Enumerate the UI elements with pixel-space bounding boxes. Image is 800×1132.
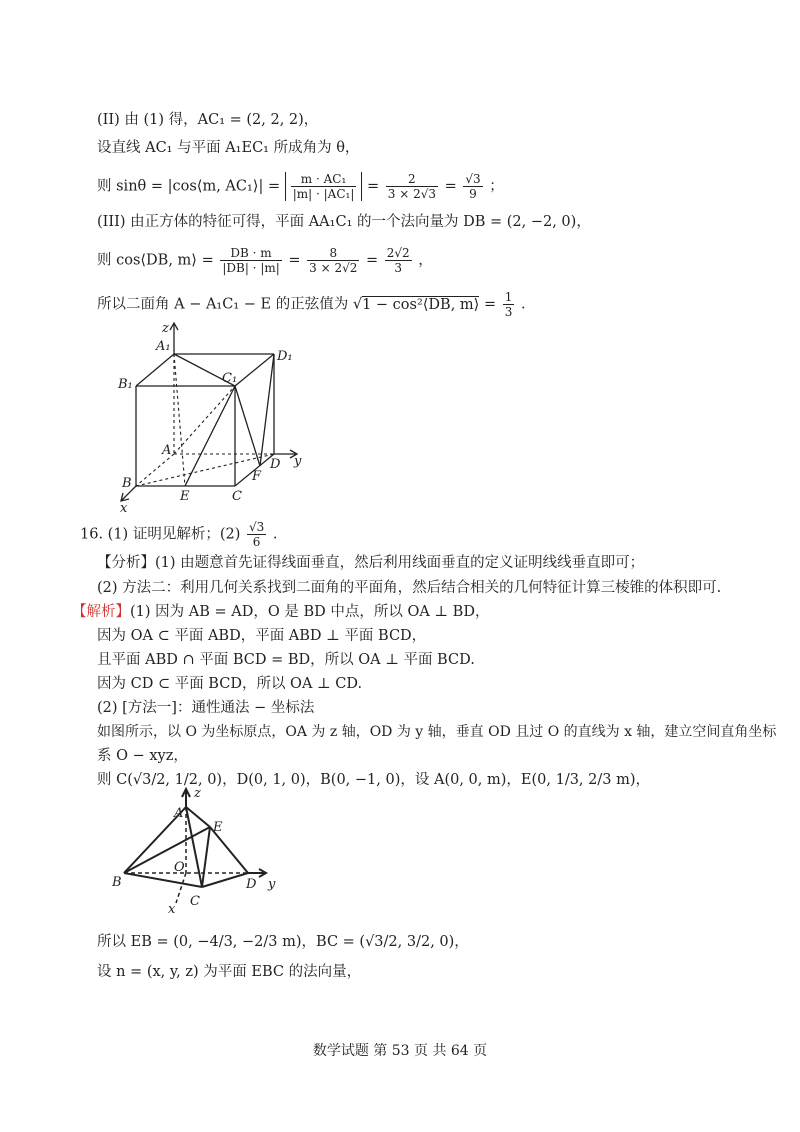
frac-den: 3 × 2√3 <box>387 187 436 201</box>
label-c: C <box>232 489 242 504</box>
label-o: O <box>174 860 185 875</box>
equals: = <box>483 296 497 313</box>
formula-text: 所以二面角 A − A₁C₁ − E 的正弦值为 <box>97 296 349 313</box>
label-x: x <box>168 902 176 917</box>
label-d1: D₁ <box>277 349 293 364</box>
label-z: z <box>194 786 201 801</box>
punct: . <box>272 526 278 543</box>
text-line: 且平面 ABD ∩ 平面 BCD = BD，所以 OA ⊥ 平面 BCD. <box>97 652 475 668</box>
text-line: (III) 由正方体的特征可得，平面 AA₁C₁ 的一个法向量为 DB = (2, −2, 0)， <box>97 214 591 230</box>
solution-text: (1) 因为 AB = AD，O 是 BD 中点，所以 OA ⊥ BD， <box>130 604 490 620</box>
equals: = <box>444 178 457 195</box>
label-b: B <box>122 476 132 491</box>
label-e: E <box>213 820 223 835</box>
frac-num: DB · m <box>220 246 281 261</box>
label-b1: B₁ <box>118 377 133 392</box>
solution-tag: 【解析】 <box>72 604 130 620</box>
formula-sine-value: 所以二面角 A − A₁C₁ − E 的正弦值为 √1 − cos²⟨DB, m⟩ = $\frac{1}{3}$ . <box>97 290 526 319</box>
label-z: z <box>162 321 169 336</box>
equals: = <box>366 252 379 269</box>
label-c: C <box>190 894 200 909</box>
frac-num: 1 <box>504 290 513 304</box>
frac-den: 3 <box>394 261 403 275</box>
formula-sin <box>97 172 504 201</box>
punct: ， <box>418 252 433 269</box>
text-line: 设 n = (x, y, z) 为平面 EBC 的法向量， <box>97 964 362 980</box>
analysis-line: 【分析】(1) 由题意首先证得线面垂直，然后利用线面垂直的定义证明线线垂直即可； <box>97 555 645 571</box>
cube-figure <box>110 320 310 515</box>
frac-den: 6 <box>252 535 261 549</box>
label-a: A <box>162 443 172 458</box>
label-d: D <box>270 457 281 472</box>
label-c1: C₁ <box>222 371 238 386</box>
page-footer: 数学试题 第 53 页 共 64 页 <box>312 1043 488 1059</box>
frac-den: |DB| · |m| <box>222 261 280 275</box>
sqrt-content: 1 − cos²⟨DB, m⟩ <box>362 296 480 313</box>
text-line: 则 C(√3/2, 1/2, 0)，D(0, 1, 0)，B(0, −1, 0)，设 A(0, 0, m)，E(0, 1/3, 2/3 m)， <box>97 772 650 788</box>
solution-line <box>72 602 489 622</box>
text-line: 设直线 AC₁ 与平面 A₁EC₁ 所成角为 θ， <box>97 140 360 156</box>
formula-text: 则 cos⟨DB, m⟩ = <box>97 252 214 269</box>
punct: ； <box>489 178 504 195</box>
q16-text: 16. (1) 证明见解析；(2) <box>80 526 241 543</box>
label-y: y <box>294 454 302 469</box>
frac-num: √3 <box>465 172 481 186</box>
frac-num: √3 <box>248 520 265 534</box>
frac-num: 2 <box>386 172 438 187</box>
frac-den: 3 <box>504 305 513 319</box>
text-line: 所以 EB = (0, −4/3, −2/3 m)，BC = (√3/2, 3/2, 0)， <box>97 934 469 950</box>
frac-num: m · AC₁ <box>291 172 357 187</box>
label-f: F <box>252 469 262 484</box>
equals: = <box>288 252 301 269</box>
frac-den: 9 <box>469 187 477 201</box>
equals: = <box>366 178 380 195</box>
label-e: E <box>180 489 190 504</box>
tetrahedron-figure <box>110 785 290 920</box>
label-a1: A₁ <box>156 339 171 354</box>
label-x: x <box>120 501 128 515</box>
punct: . <box>520 296 526 313</box>
label-a: A <box>174 806 184 821</box>
text-line: 因为 CD ⊂ 平面 BCD，所以 OA ⊥ CD. <box>97 676 363 692</box>
q16-answer <box>80 520 277 549</box>
label-y: y <box>268 877 276 892</box>
frac-den: 3 × 2√2 <box>309 261 358 275</box>
label-b: B <box>112 875 122 890</box>
text-line: (2) [方法一]：通性通法 − 坐标法 <box>97 700 315 716</box>
text-line: 系 O − xyz， <box>97 748 188 764</box>
label-d: D <box>246 877 257 892</box>
frac-num: 8 <box>307 246 359 261</box>
formula-cos <box>97 246 433 275</box>
analysis-line: (2) 方法二：利用几何关系找到二面角的平面角，然后结合相关的几何特征计算三棱锥的体积即可. <box>97 580 722 596</box>
frac-num: 2√2 <box>386 246 410 260</box>
frac-den: |m| · |AC₁| <box>292 187 355 201</box>
text-line: (II) 由 (1) 得，AC₁ = (2, 2, 2)， <box>97 112 319 128</box>
formula-text: 则 sinθ = |cos⟨m, AC₁⟩| = <box>97 178 281 195</box>
text-line: 如图所示，以 O 为坐标原点，OA 为 z 轴，OD 为 y 轴，垂直 OD 且过 O 的直线为 x 轴，建立空间直角坐标 <box>97 724 777 740</box>
text-line: 因为 OA ⊂ 平面 ABD，平面 ABD ⊥ 平面 BCD， <box>97 628 427 644</box>
